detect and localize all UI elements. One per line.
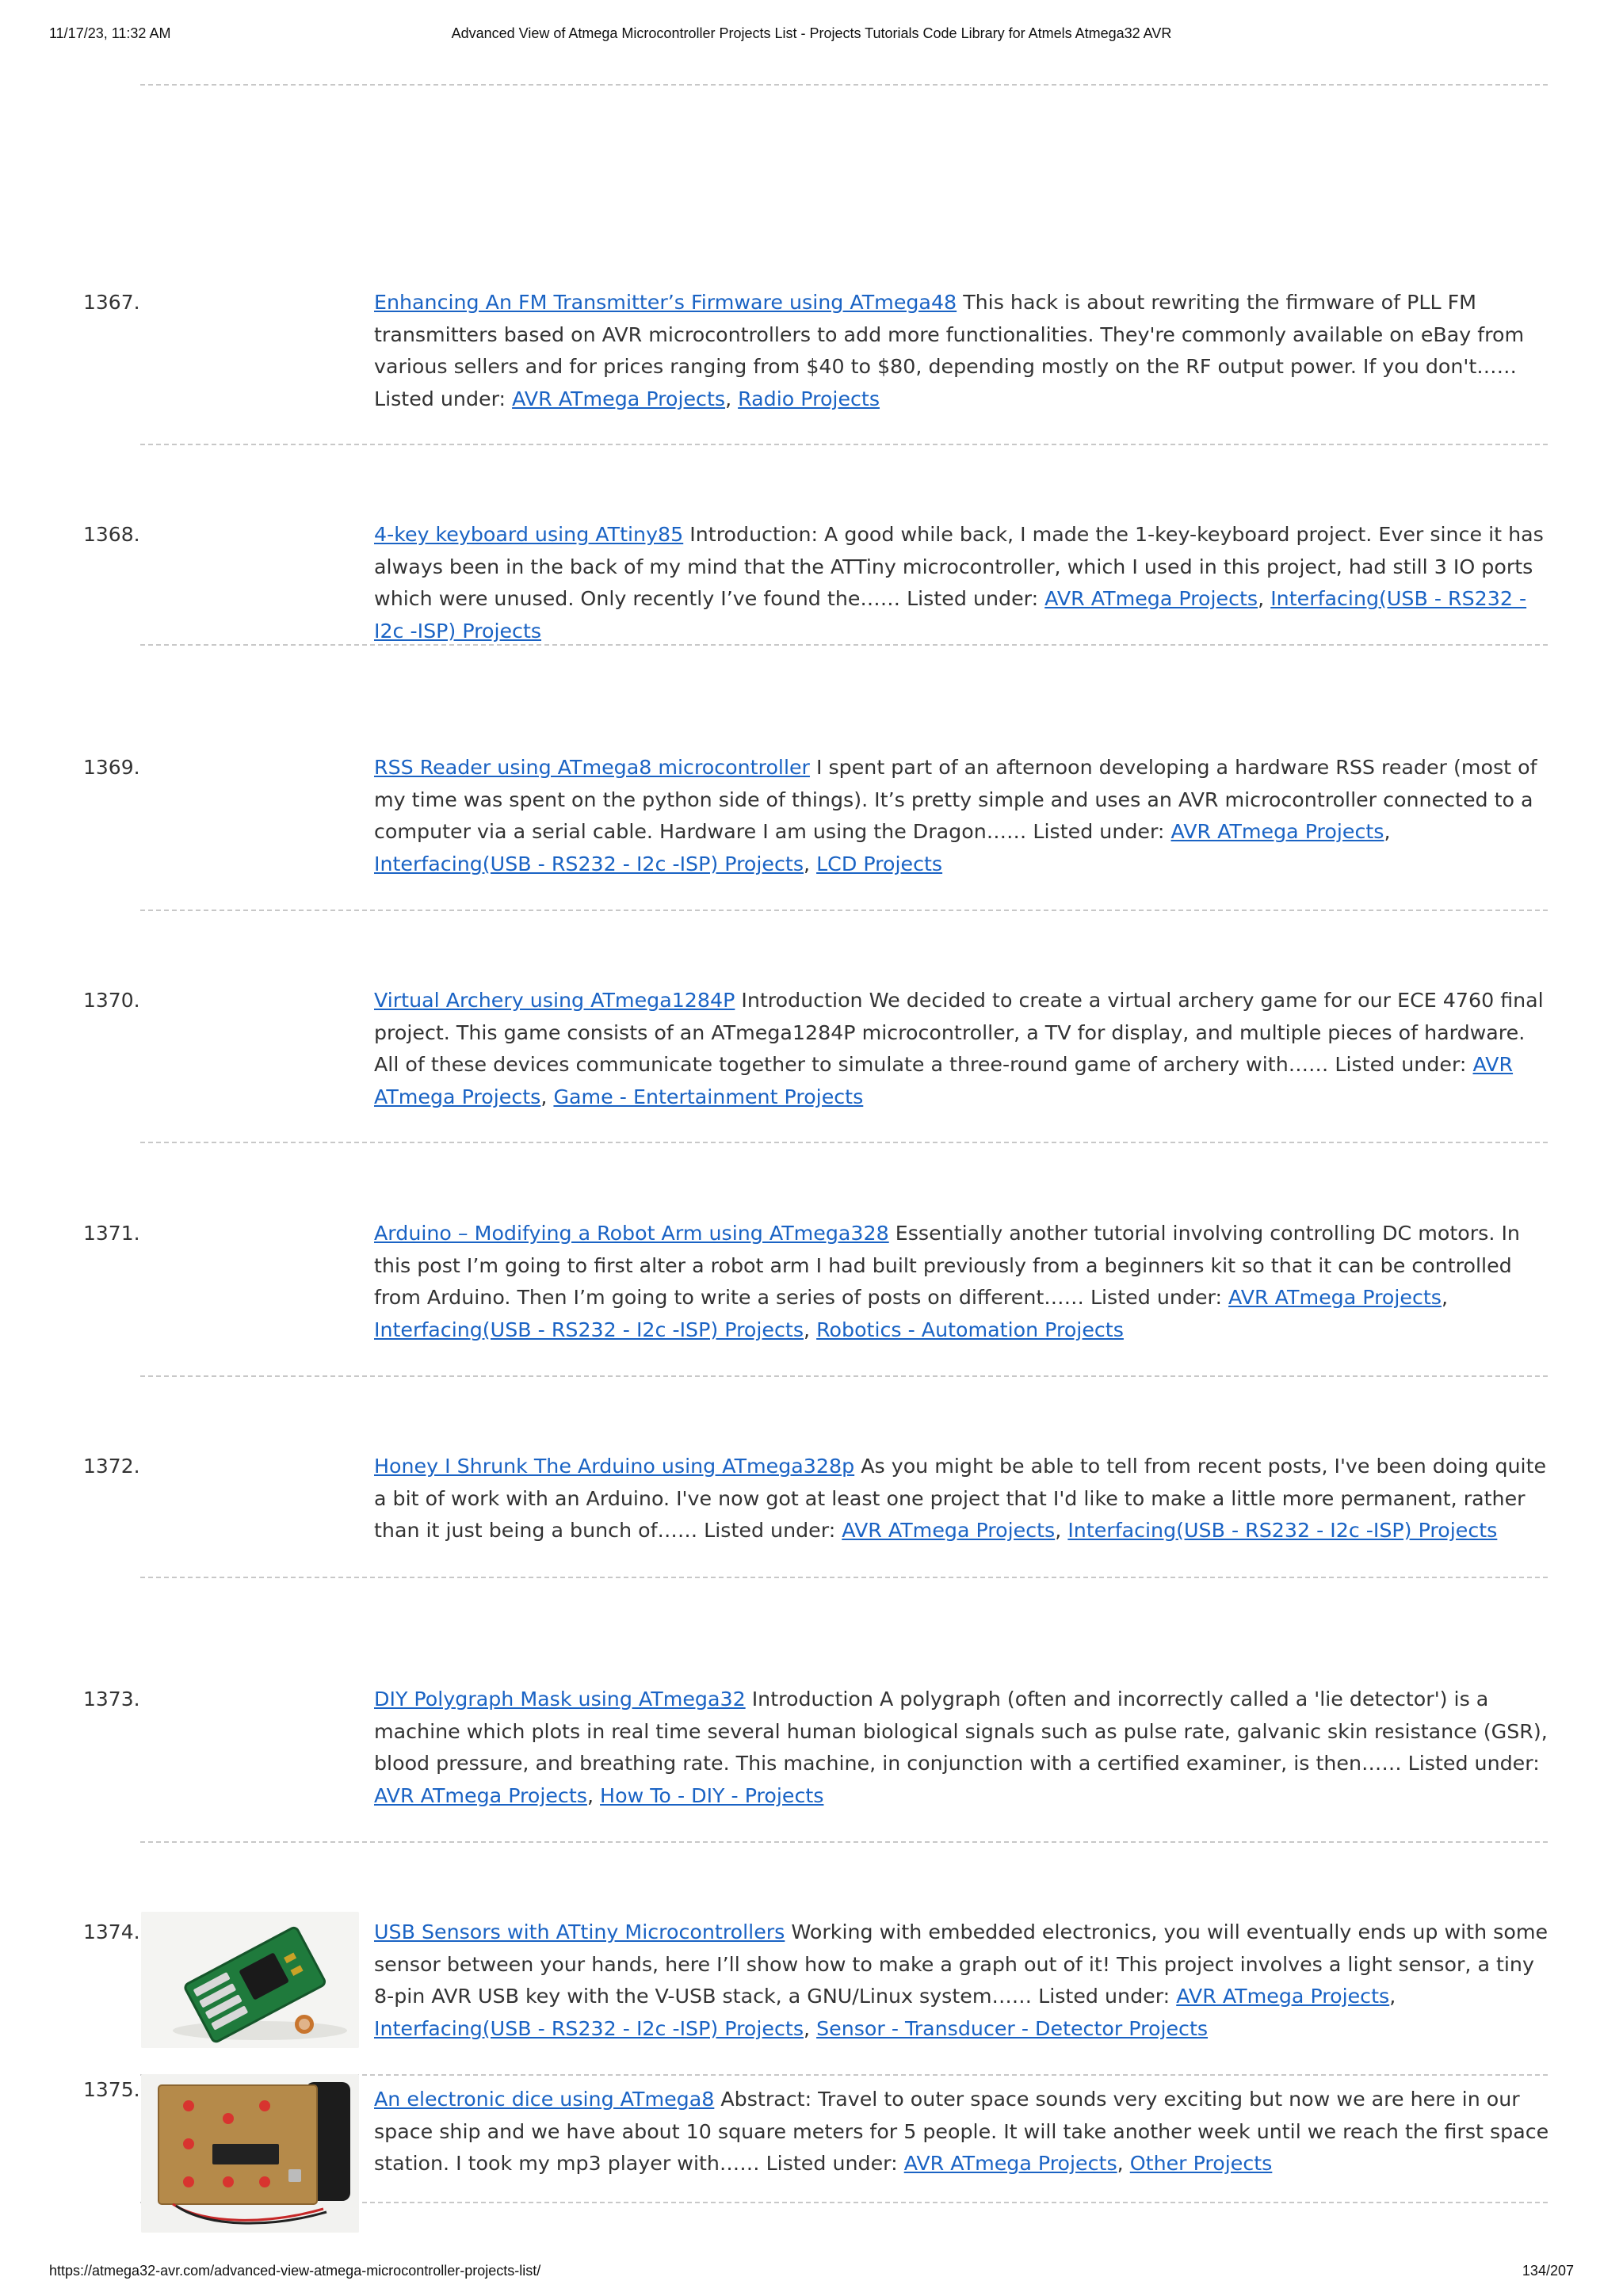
project-title-link[interactable]: Virtual Archery using ATmega1284P [374,989,735,1012]
project-summary: Abstract: Travel to outer space sounds very exciting but now we are here in our space ship and we have about 10 square meters for 5 people. It will take another week until we reach the first space station. I took my mp3 player with…… [374,2088,1549,2175]
project-summary: As you might be able to tell from recent posts, I've been doing quite a bit of work with an Arduino. I've now got at least one project that I'd like to make a little more permanent, rather than it just being a bunch of…… [374,1455,1547,1542]
entry-description: Virtual Archery using ATmega1284P Introduction We decided to create a virtual archery game for our ECE 4760 final project. This game consists of an ATmega1284P microcontroller, a TV for display, and multiple pieces of hardware. All of these devices communicate together to simulate a three-round game of archery with…… Listed under: AVR ATmega Projects, Game - Entertainment Projects [374,989,1544,1108]
project-summary: Introduction: A good while back, I made the 1-key-keyboard project. Ever since it has always been in the back of my mind that the ATTiny microcontroller, which I used in this project, had still 3 IO ports which were unused. Only recently I’ve found the…… [374,523,1544,610]
listed-under-label: Listed under: [1090,1286,1222,1309]
category-link[interactable]: AVR ATmega Projects [1228,1286,1442,1309]
project-thumbnail[interactable] [141,2074,359,2233]
category-link[interactable]: Interfacing(USB - RS232 - I2c -ISP) Projects [1067,1519,1498,1542]
entry-description: Honey I Shrunk The Arduino using ATmega328p As you might be able to tell from recent posts, I've been doing quite a bit of work with an Arduino. I've now got at least one project that I'd like to make a little more permanent, rather than it just being a bunch of…… Listed under: AVR ATmega Projects, Interfacing(USB - RS232 - I2c -ISP) Projects [374,1455,1547,1542]
divider [140,1142,1548,1143]
category-link[interactable]: AVR ATmega Projects [1044,587,1258,610]
project-summary: Essentially another tutorial involving controlling DC motors. In this post I’m going to first alter a robot arm I had built previously from a beginners kit so that it can be controlled from Arduino. Then I’m going to write a series of posts on different…… [374,1222,1520,1309]
category-link[interactable]: Sensor - Transducer - Detector Projects [816,2016,1209,2040]
category-link[interactable]: Interfacing(USB - RS232 - I2c -ISP) Projects [374,1318,804,1341]
print-url: https://atmega32-avr.com/advanced-view-atmega-microcontroller-projects-list/ [49,2263,541,2279]
listed-under-label: Listed under: [374,387,506,410]
project-title-link[interactable]: RSS Reader using ATmega8 microcontroller [374,756,810,779]
entry-number: 1370. [83,989,140,1012]
category-link[interactable]: AVR ATmega Projects [1170,820,1384,843]
category-link[interactable]: AVR ATmega Projects [1176,1985,1390,2008]
listed-under-label: Listed under: [704,1519,836,1542]
entry-description: An electronic dice using ATmega8 Abstract: Travel to outer space sounds very exciting but now we are here in our space ship and we have about 10 square meters for 5 people. It will take another week until we reach the first space station. I took my mp3 player with…… Listed under: AVR ATmega Projects, Other Projects [374,2088,1549,2175]
listed-under-label: Listed under: [1335,1053,1467,1076]
listed-under-label: Listed under: [1407,1752,1540,1775]
listed-under-label: Listed under: [1033,820,1165,843]
project-title-link[interactable]: Enhancing An FM Transmitter’s Firmware using ATmega48 [374,291,957,314]
print-datetime: 11/17/23, 11:32 AM [49,25,171,41]
project-summary: Working with embedded electronics, you will eventually ends up with some sensor between your hands, here I’ll show how to make a graph out of it! This project involves a light sensor, a tiny 8-pin AVR USB key with the V-USB stack, a GNU/Linux system…… [374,1920,1549,2008]
entry-description: Enhancing An FM Transmitter’s Firmware using ATmega48 This hack is about rewriting the firmware of PLL FM transmitters based on AVR microcontrollers to add more functionalities. They're commonly available on eBay from various sellers and for prices ranging from $40 to $80, depending mostly on the RF output power. If you don't…… Listed under: AVR ATmega Projects, Radio Projects [374,291,1525,410]
usb-sensor-board-image [141,1912,359,2048]
listed-under-label: Listed under: [766,2152,898,2175]
entry-number: 1374. [83,1920,140,1943]
electronic-dice-board-image [141,2074,359,2233]
entry-description: Arduino – Modifying a Robot Arm using ATmega328 Essentially another tutorial involving controlling DC motors. In this post I’m going to first alter a robot arm I had built previously from a beginners kit so that it can be controlled from Arduino. Then I’m going to write a series of posts on different…… Listed under: AVR ATmega Projects, Interfacing(USB - RS232 - I2c -ISP) Projects, Robotics - Automation Projects [374,1222,1520,1341]
project-title-link[interactable]: An electronic dice using ATmega8 [374,2088,715,2111]
category-link[interactable]: Interfacing(USB - RS232 - I2c -ISP) Projects [374,2016,804,2040]
category-link[interactable]: Game - Entertainment Projects [553,1085,864,1108]
category-link[interactable]: Robotics - Automation Projects [816,1318,1124,1341]
entry-description: 4-key keyboard using ATtiny85 Introduction: A good while back, I made the 1-key-keyboard project. Ever since it has always been in the back of my mind that the ATTiny microcontroller, which I used in this project, had still 3 IO ports which were unused. Only recently I’ve found the…… Listed under: AVR ATmega Projects, Interfacing(USB - RS232 - I2c -ISP) Projects [374,523,1544,643]
divider [140,1841,1548,1843]
entry-description: RSS Reader using ATmega8 microcontroller I spent part of an afternoon developing a hardware RSS reader (most of my time was spent on the python side of things). It’s pretty simple and uses an AVR microcontroller connected to a computer via a serial cable. Hardware I am using the Dragon…… Listed under: AVR ATmega Projects, Interfacing(USB - RS232 - I2c -ISP) Projects, LCD Projects [374,756,1537,875]
divider [140,84,1548,86]
category-link[interactable]: Other Projects [1129,2152,1273,2175]
project-title-link[interactable]: Arduino – Modifying a Robot Arm using ATmega328 [374,1222,889,1245]
entry-description: DIY Polygraph Mask using ATmega32 Introduction A polygraph (often and incorrectly called a 'lie detector') is a machine which plots in real time several human biological signals such as pulse rate, galvanic skin resistance (GSR), blood pressure, and breathing rate. This machine, in conjunction with a certified examiner, is then…… Listed under: AVR ATmega Projects, How To - DIY - Projects [374,1688,1548,1807]
print-footer [0,2263,1623,2294]
entry-number: 1372. [83,1455,140,1478]
divider [140,1577,1548,1578]
print-page-number: 134/207 [1522,2263,1574,2279]
category-link[interactable]: LCD Projects [816,852,943,875]
divider [140,910,1548,911]
divider [140,444,1548,445]
entry-number: 1367. [83,291,140,314]
entry-number: 1368. [83,523,140,546]
project-summary: Introduction We decided to create a virtual archery game for our ECE 4760 final project. This game consists of an ATmega1284P microcontroller, a TV for display, and multiple pieces of hardware. All of these devices communicate together to simulate a three-round game of archery with…… [374,989,1544,1076]
category-link[interactable]: AVR ATmega Projects [842,1519,1056,1542]
project-summary: This hack is about rewriting the firmware of PLL FM transmitters based on AVR microcontrollers to add more functionalities. They're commonly available on eBay from various sellers and for prices ranging from $40 to $80, depending mostly on the RF output power. If you don't…… [374,291,1525,378]
category-link[interactable]: Interfacing(USB - RS232 - I2c -ISP) Projects [374,852,804,875]
category-link[interactable]: AVR ATmega Projects [512,387,726,410]
entry-description: USB Sensors with ATtiny Microcontrollers Working with embedded electronics, you will eventually ends up with some sensor between your hands, here I’ll show how to make a graph out of it! This project involves a light sensor, a tiny 8-pin AVR USB key with the V-USB stack, a GNU/Linux system…… Listed under: AVR ATmega Projects, Interfacing(USB - RS232 - I2c -ISP) Projects, Sensor - Transducer - Detector Projects [374,1920,1549,2040]
print-page-title: Advanced View of Atmega Microcontroller Projects List - Projects Tutorials Code Library for Atmels Atmega32 AVR [451,25,1172,41]
category-link[interactable]: AVR ATmega Projects [903,2152,1117,2175]
project-summary: I spent part of an afternoon developing a hardware RSS reader (most of my time was spent on the python side of things). It’s pretty simple and uses an AVR microcontroller connected to a computer via a serial cable. Hardware I am using the Dragon…… [374,756,1537,843]
divider [140,1375,1548,1377]
category-link[interactable]: Radio Projects [738,387,880,410]
listed-under-label: Listed under: [907,587,1039,610]
entry-number: 1375. [83,2078,140,2101]
project-title-link[interactable]: DIY Polygraph Mask using ATmega32 [374,1688,746,1711]
project-title-link[interactable]: USB Sensors with ATtiny Microcontrollers [374,1920,785,1943]
project-thumbnail[interactable] [141,1912,359,2048]
category-link[interactable]: AVR ATmega Projects [374,1783,587,1807]
project-title-link[interactable]: Honey I Shrunk The Arduino using ATmega328p [374,1455,855,1478]
entry-number: 1369. [83,756,140,779]
entry-number: 1371. [83,1222,140,1245]
entry-number: 1373. [83,1688,140,1711]
project-title-link[interactable]: 4-key keyboard using ATtiny85 [374,523,684,546]
print-header [0,25,1623,57]
project-summary: Introduction A polygraph (often and incorrectly called a 'lie detector') is a machine which plots in real time several human biological signals such as pulse rate, galvanic skin resistance (GSR), blood pressure, and breathing rate. This machine, in conjunction with a certified examiner, is then…… [374,1688,1548,1775]
listed-under-label: Listed under: [1038,1985,1170,2008]
category-link[interactable]: AVR ATmega Projects [374,1053,1514,1108]
category-link[interactable]: How To - DIY - Projects [600,1783,824,1807]
category-link[interactable]: Interfacing(USB - RS232 - I2c -ISP) Projects [374,587,1527,643]
